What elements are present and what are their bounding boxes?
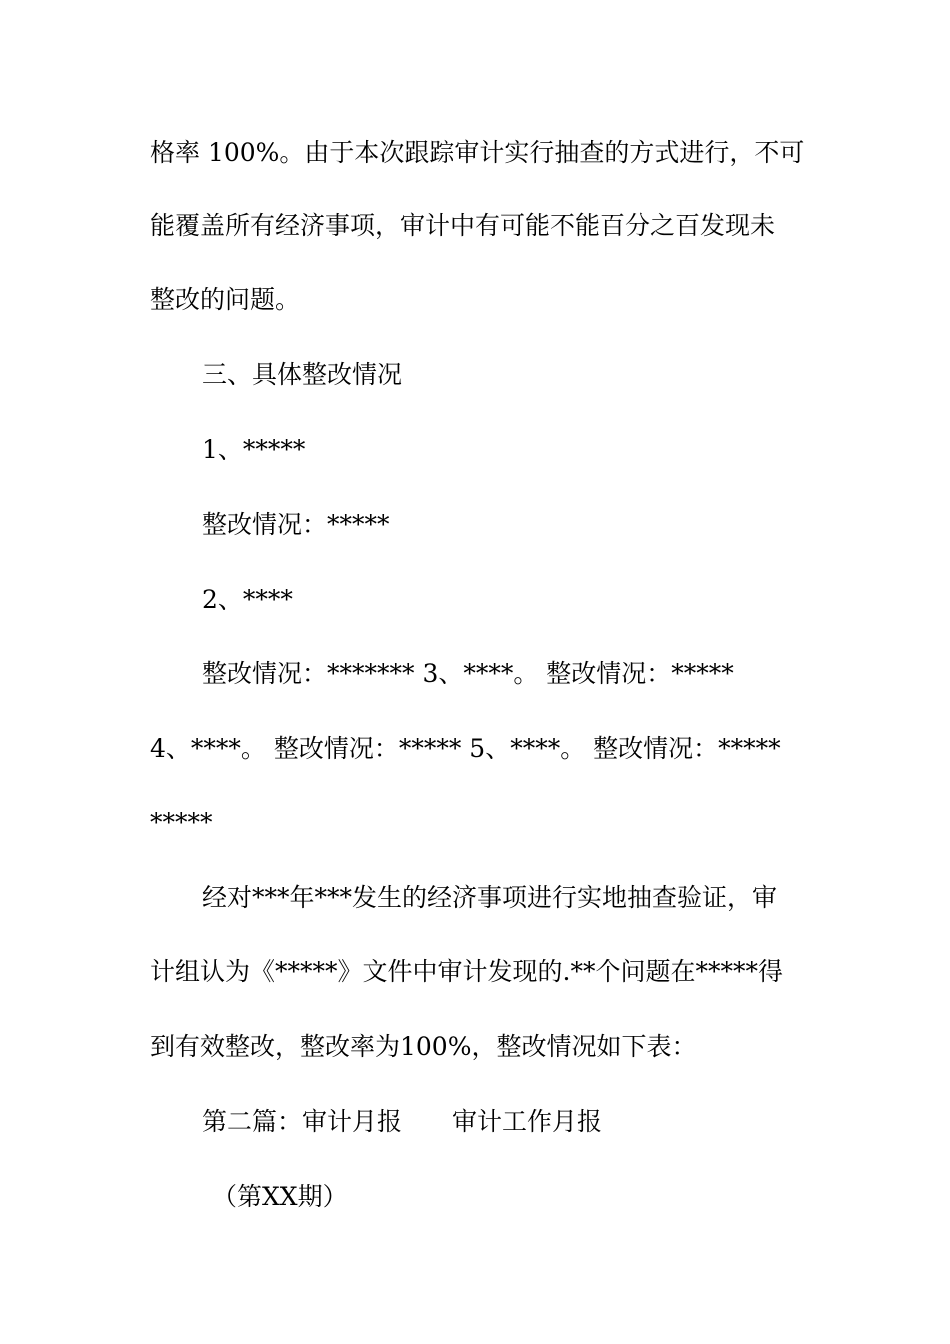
verification-line-2: 计组认为《*****》文件中审计发现的.**个问题在*****得 xyxy=(150,957,783,986)
item-2-status-line: 整改情况：******* 3、****。 整改情况：***** xyxy=(202,659,734,688)
issue-number: （第XX期） xyxy=(212,1182,348,1211)
verification-line-1: 经对***年***发生的经济事项进行实地抽查验证，审 xyxy=(202,883,778,912)
paragraph-line-3: 整改的问题。 xyxy=(150,285,301,314)
verification-line-3: 到有效整改，整改率为100%，整改情况如下表： xyxy=(150,1032,697,1061)
article-title: 第二篇：审计月报 审计工作月报 xyxy=(202,1107,603,1136)
paragraph-line-2: 能覆盖所有经济事项，审计中有可能不能百分之百发现未 xyxy=(150,211,776,240)
items-4-5-line: 4、****。 整改情况：***** 5、****。 整改情况：***** xyxy=(150,734,781,763)
section-heading: 三、具体整改情况 xyxy=(202,360,403,389)
item-1-status: 整改情况：***** xyxy=(202,510,390,539)
item-1: 1、***** xyxy=(202,435,306,464)
item-2: 2、**** xyxy=(202,585,293,614)
paragraph-line-1: 格率 100%。由于本次跟踪审计实行抽查的方式进行，不可 xyxy=(150,138,805,167)
asterisk-line: ***** xyxy=(150,808,213,837)
